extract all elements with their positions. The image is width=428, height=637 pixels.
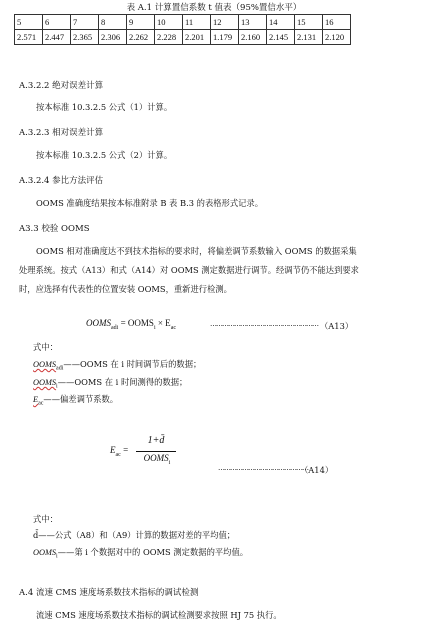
- table-cell: 10: [155, 15, 183, 30]
- table-cell: 2.571: [15, 30, 43, 45]
- where-intro-2: 式中：: [33, 514, 58, 524]
- section-body-a33-line1: OOMS 相对准确度达不到技术指标的要求时，将偏差调节系数输入 OOMS 的数据采集: [36, 246, 357, 256]
- where-line-ooms-avg: $OOMS_i——$第 i 个数据对中的 OOMS 测定数据的平均值。: [33, 547, 249, 560]
- eq-a13-lhs: OOMS: [86, 318, 111, 328]
- eq-a14-dots: ………………………………………: [218, 464, 308, 472]
- where-line-dbar: d̄——公式（A8）和（A9）计算的数据对差的平均值；: [33, 530, 236, 540]
- table-cell: 2.228: [155, 30, 183, 45]
- section-body-a324: OOMS 准确度结果按本标准附录 B 表 B.3 的表格形式记录。: [36, 198, 264, 208]
- eq-a13-dots: ………………………………………………: [210, 320, 318, 328]
- table-cell: 7: [71, 15, 99, 30]
- table-cell: 14: [267, 15, 295, 30]
- table-cell: 2.306: [99, 30, 127, 45]
- section-body-a323: 按本标准 10.3.2.5 公式（2）计算。: [36, 150, 173, 160]
- section-heading-a33: A3.3 校验 OOMS: [19, 224, 90, 234]
- where-line-ooms-i: $OOMS_i——OOMS$ 在 i 时间测得的数据；: [33, 377, 188, 390]
- fraction-bar: [136, 451, 176, 452]
- table-cell: 6: [43, 15, 71, 30]
- table-cell: 9: [127, 15, 155, 30]
- table-cell: 2.447: [43, 30, 71, 45]
- eq-a14-numerator: 1+d̄: [147, 435, 165, 446]
- where-intro-1: 式中：: [33, 342, 58, 352]
- table-cell: 16: [323, 15, 351, 30]
- table-cell: 11: [183, 15, 211, 30]
- table-cell: 15: [295, 15, 323, 30]
- table-cell: 2.145: [267, 30, 295, 45]
- section-heading-a324: A.3.2.4 参比方法评估: [19, 176, 104, 186]
- equation-a13: $OOMS_{adi}$ = $OOMS_i \times E_{ac}$: [86, 318, 177, 331]
- table-value-row: [15, 30, 351, 45]
- table-cell: 2.160: [239, 30, 267, 45]
- table-cell: 1.179: [211, 30, 239, 45]
- table-cell: 13: [239, 15, 267, 30]
- table-caption: 表 A.1 计算置信系数 t 值表（95%置信水平）: [126, 3, 302, 13]
- eq-a13-rhs: = OOMS: [120, 318, 154, 328]
- section-body-a33-line3: 时，应选择有代表性的位置安装 OOMS，重新进行检测。: [19, 284, 232, 294]
- section-heading-a322: A.3.2.2 绝对误差计算: [19, 81, 104, 91]
- t-value-table: [14, 14, 351, 45]
- section-body-a4: 流速 CMS 速度场系数技术指标的调试检测要求按照 HJ 75 执行。: [36, 610, 282, 620]
- where-line-eac: $E_{ac}——$偏差调节系数。: [33, 394, 119, 407]
- table-cell: 5: [15, 15, 43, 30]
- table-cell: 2.201: [183, 30, 211, 45]
- table-cell: 2.262: [127, 30, 155, 45]
- table-cell: 2.131: [295, 30, 323, 45]
- section-heading-a4: A.4 流速 CMS 速度场系数技术指标的调试检测: [19, 588, 199, 598]
- eq-a13-label: （A13）: [320, 321, 354, 331]
- eq-a14-label: （A14）: [300, 465, 334, 475]
- section-body-a322: 按本标准 10.3.2.5 公式（1）计算。: [36, 102, 173, 112]
- eq-a13-times: × E: [157, 318, 171, 328]
- where-line-ooms-adi: $OOMS_{adi}——OOMS$ 在 i 时间调节后的数据；: [33, 359, 202, 372]
- table-cell: 2.365: [71, 30, 99, 45]
- table-cell: 8: [99, 15, 127, 30]
- section-heading-a323: A.3.2.3 相对误差计算: [19, 128, 104, 138]
- section-body-a33-line2: 处理系统。按式（A13）和式（A14）对 OOMS 测定数据进行调节。经调节仍不能达到要求: [19, 265, 359, 275]
- table-cell: 12: [211, 15, 239, 30]
- eq-a14-denominator: $OOMS_i$: [143, 453, 171, 466]
- table-cell: 2.120: [323, 30, 351, 45]
- table-header-row: [15, 15, 351, 30]
- eq-a14-lhs: $E_{ac}$ =: [110, 445, 129, 458]
